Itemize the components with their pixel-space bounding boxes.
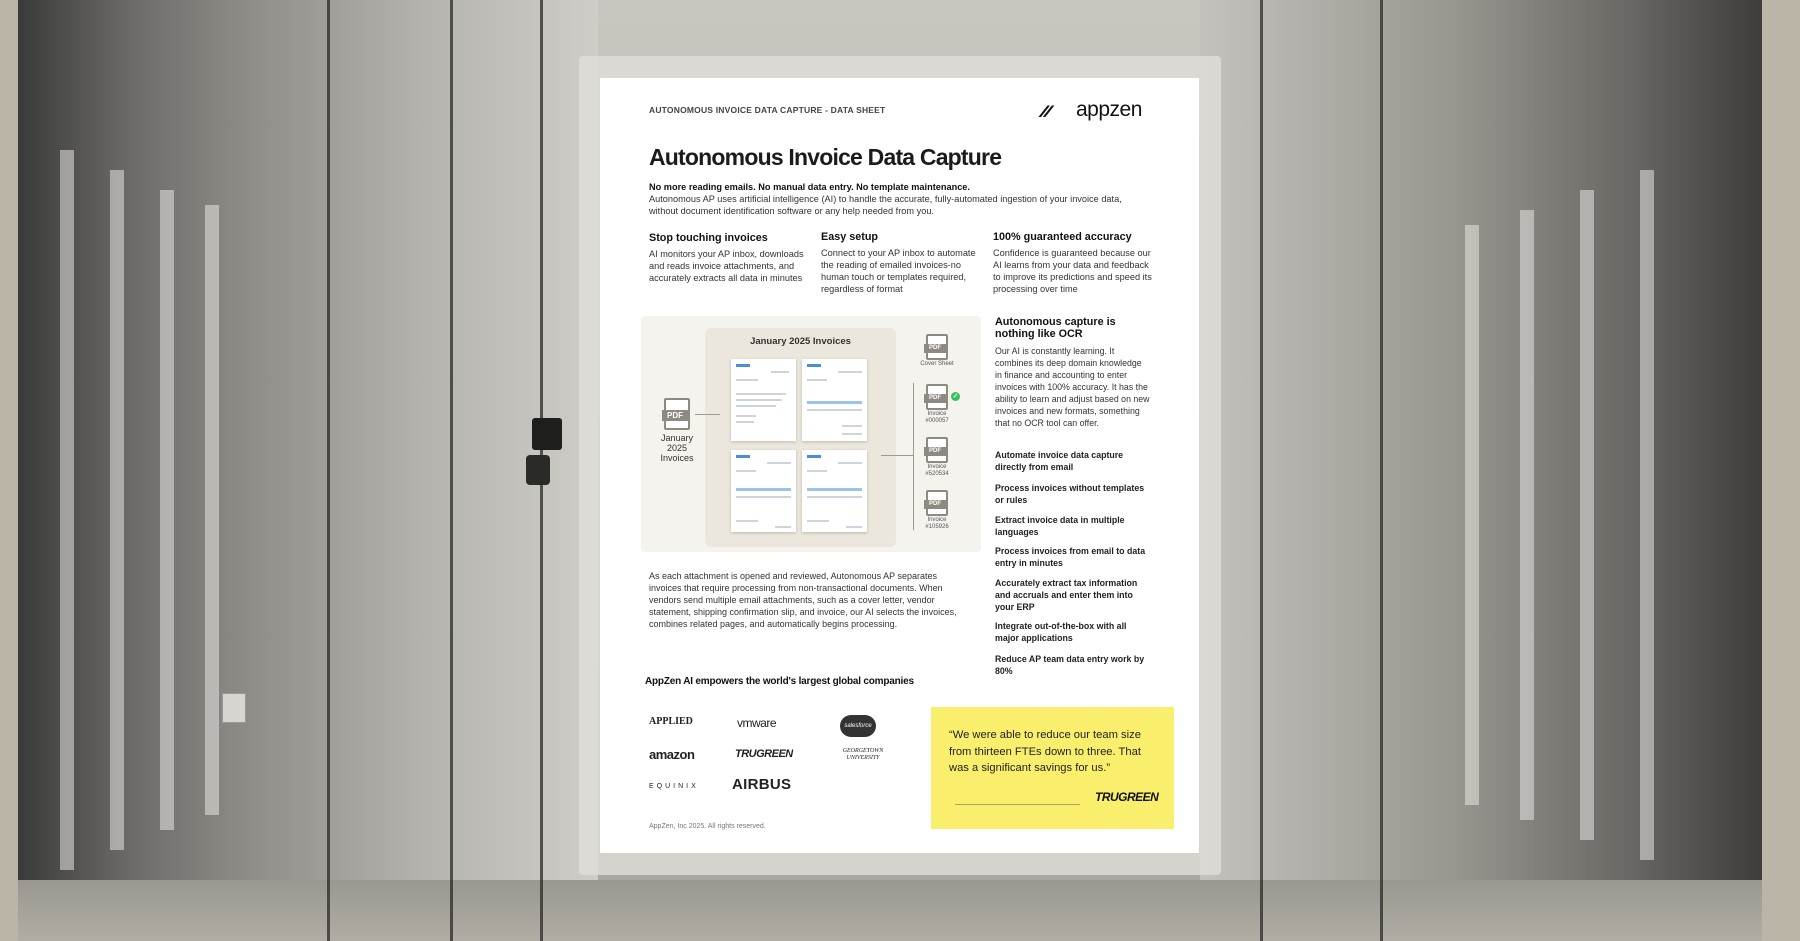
benefit-item: Extract invoice data in multiple languages [995,515,1125,537]
customer-logo-airbus: AIRBUS [732,776,792,793]
customer-logo-applied: APPLIED [649,716,693,727]
lead-text: Autonomous AP uses artificial intelligence (AI) to handle the accurate, fully-automated ingestion of your invoice data, without document identification software or any help needed from you. [649,194,1122,216]
left-glass-wall [18,0,598,941]
feature-column [993,231,1153,295]
invoice-thumbnail [802,450,867,532]
footer-copyright: AppZen, Inc 2025. All rights reserved. [649,823,766,830]
invoice-thumbnail [731,450,796,532]
benefit-item: Reduce AP team data entry work by 80% [995,654,1145,676]
kicker: AUTONOMOUS INVOICE DATA CAPTURE - DATA SHEET [649,105,886,115]
floor [18,880,1762,941]
feature-text: AI monitors your AP inbox, downloads and reads invoice attachments, and accurately extracts all data in minutes [649,249,804,283]
source-pdf-label: January 2025 Invoices [660,433,694,463]
feature-heading: Easy setup [821,231,879,243]
output-label: Invoice #000057 [925,411,949,424]
output-label: Cover Sheet [920,361,954,367]
frame-left [0,0,18,941]
appzen-logo [1042,99,1162,121]
feature-text: Connect to your AP inbox to automate the reading of emailed invoices-no human touch or templates required, regardless of format [821,248,976,294]
customer-logo-trugreen: TRUGREEN [735,748,793,760]
output-label: Invoice #105926 [925,517,949,530]
pdf-output-icon: PDF [926,490,948,516]
pdf-output-icon: PDF [926,334,948,360]
customer-logo-equinix: EQUINIX [649,783,699,790]
batch-title: January 2025 Invoices [750,336,851,347]
door-lock [526,455,550,485]
feature-column [649,232,809,284]
benefit-item: Process invoices without templates or rules [995,483,1145,505]
customer-logo-georgetown: GEORGETOWN UNIVERSITY [842,748,884,761]
sidebar-heading: Autonomous capture is nothing like OCR [995,316,1116,340]
feature-heading: 100% guaranteed accuracy [993,231,1132,243]
right-glass-wall [1200,0,1762,941]
sidebar-text: Our AI is constantly learning. It combines its deep domain knowledge in finance and accounting to enter invoices with 100% accuracy. It has the ability to learn and adjust based on new invoices and new formats, something that no OCR tool can offer. [995,346,1150,428]
feature-text: Confidence is guaranteed because our AI learns from your data and feedback to improve its predictions and speed its processing over time [993,248,1152,294]
benefit-item: Integrate out-of-the-box with all major applications [995,621,1127,643]
door-handle [532,418,562,450]
wall-outlet [222,693,246,723]
invoice-thumbnail [802,359,867,441]
invoice-thumbnail [731,359,796,441]
output-label: Invoice #520534 [925,464,949,477]
benefit-item: Accurately extract tax information and accruals and enter them into your ERP [995,578,1138,612]
pdf-output-icon: PDF [926,384,948,410]
pdf-output-icon: PDF [926,437,948,463]
quote-divider [955,804,1080,805]
data-sheet-page [600,78,1199,853]
lead-bold: No more reading emails. No manual data entry. No template maintenance. [649,182,970,192]
feature-heading: Stop touching invoices [649,232,768,244]
source-pdf-icon: PDF [664,398,690,430]
customer-logo-vmware: vmware [737,716,777,730]
feature-column [821,231,981,295]
page-title: Autonomous Invoice Data Capture [649,144,1002,170]
testimonial-quote: “We were able to reduce our team size from thirteen FTEs down to three. That was a significant savings for us.” [949,729,1141,774]
benefit-item: Automate invoice data capture directly from email [995,450,1124,472]
check-icon: ✓ [952,393,959,400]
customer-logo-salesforce: salesforce [840,715,876,737]
logo-wordmark: appzen [1076,98,1142,121]
customers-heading: AppZen AI empowers the world's largest global companies [645,676,914,687]
appzen-logo-icon: ⁄⁄ ⁄⁄ [1042,102,1049,121]
body-paragraph: As each attachment is opened and reviewed, Autonomous AP separates invoices that require processing from non-transactional documents. When vendors send multiple email attachments, such as a cover letter, vendor statement, shipping confirmation slip, and invoice, our AI selects the invoices, combines related pages, and automatically begins processing. [649,571,957,629]
testimonial-brand: TRUGREEN [1095,790,1159,804]
benefit-item: Process invoices from email to data entry in minutes [995,546,1146,568]
frame-right [1762,0,1800,941]
customer-logo-amazon: amazon [649,747,695,762]
